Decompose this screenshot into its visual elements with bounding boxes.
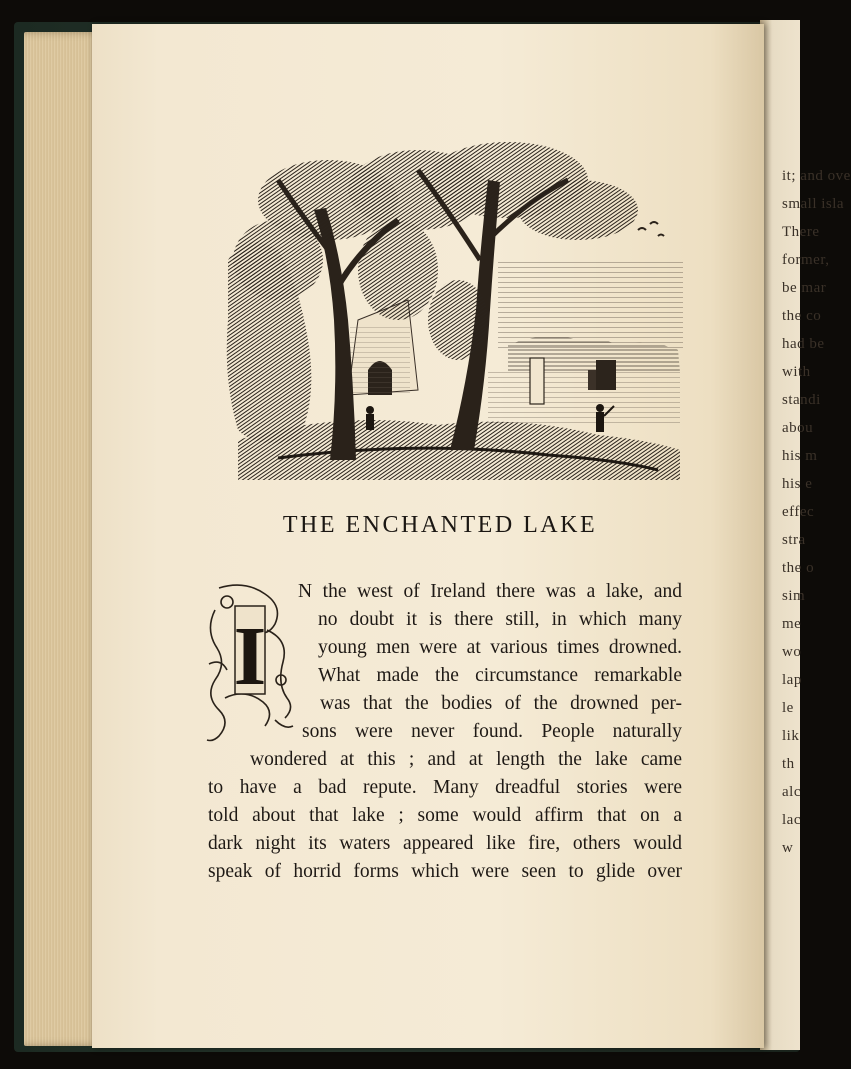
body-line-4: What made the circumstance remarkable: [318, 665, 682, 686]
body-line-5: was that the bodies of the drowned per-: [320, 693, 682, 714]
facing-page-fragment: effec: [782, 504, 815, 520]
facing-page-fragment: with: [782, 364, 811, 380]
body-line-11: speak of horrid forms which were seen to glide over: [208, 861, 682, 882]
facing-page: [760, 20, 851, 1050]
facing-page-fragment: abou: [782, 420, 814, 436]
body-line-2: no doubt it is there still, in which many: [318, 609, 682, 630]
engraving-illustration: [218, 140, 686, 480]
facing-page-fragment: lac: [782, 812, 801, 828]
facing-page-fragment: be mar: [782, 280, 827, 296]
facing-page-fragment: standi: [782, 392, 821, 408]
drop-cap-letter: I: [233, 610, 267, 703]
body-line-8: to have a bad repute. Many dreadful stories were: [208, 777, 682, 798]
sky: [498, 260, 683, 350]
facing-page-fragment: stra: [782, 532, 806, 548]
figure-left: [366, 406, 374, 430]
lake: [488, 372, 680, 424]
body-line-6: sons were never found. People naturally: [302, 721, 682, 742]
facing-page-fragment: sim: [782, 588, 806, 604]
facing-page-fragment: le: [782, 700, 794, 716]
facing-page-fragment: the o: [782, 560, 815, 576]
birds: [638, 222, 664, 236]
facing-page-fragment: lap: [782, 672, 802, 688]
facing-page-fragment: alc: [782, 784, 801, 800]
chapter-title: THE ENCHANTED LAKE: [282, 512, 598, 538]
facing-page-fragment: it; and ove: [782, 168, 851, 184]
body-line-7: wondered at this ; and at length the lake came: [250, 749, 682, 770]
facing-page-fragment: his e: [782, 476, 813, 492]
body-line-3: young men were at various times drowned.: [318, 637, 682, 658]
body-line-9: told about that lake ; some would affirm that on a: [208, 805, 682, 826]
facing-page-fragment: had be: [782, 336, 825, 352]
body-line-10: dark night its waters appeared like fire, others would: [208, 833, 682, 854]
ruin-pillar: [530, 358, 544, 404]
facing-page-fragment: lik: [782, 728, 800, 744]
facing-page-fragment: the co: [782, 308, 822, 324]
body-line-1: N the west of Ireland there was a lake, and: [298, 581, 682, 602]
facing-page-fragment: his m: [782, 448, 818, 464]
facing-page-fragment: th: [782, 756, 795, 772]
castle-tower: [596, 360, 616, 390]
page-edges: [24, 32, 102, 1046]
facing-page-fragment: w: [782, 840, 794, 856]
ornamental-drop-cap: [205, 580, 297, 746]
facing-page-fragment: There: [782, 224, 820, 240]
tree-trunk-left: [314, 208, 356, 460]
facing-page-fragment: wo: [782, 644, 802, 660]
facing-page-fragment: former,: [782, 252, 830, 268]
facing-page-fragment: small isla: [782, 196, 845, 212]
facing-page-fragment: me: [782, 616, 802, 632]
